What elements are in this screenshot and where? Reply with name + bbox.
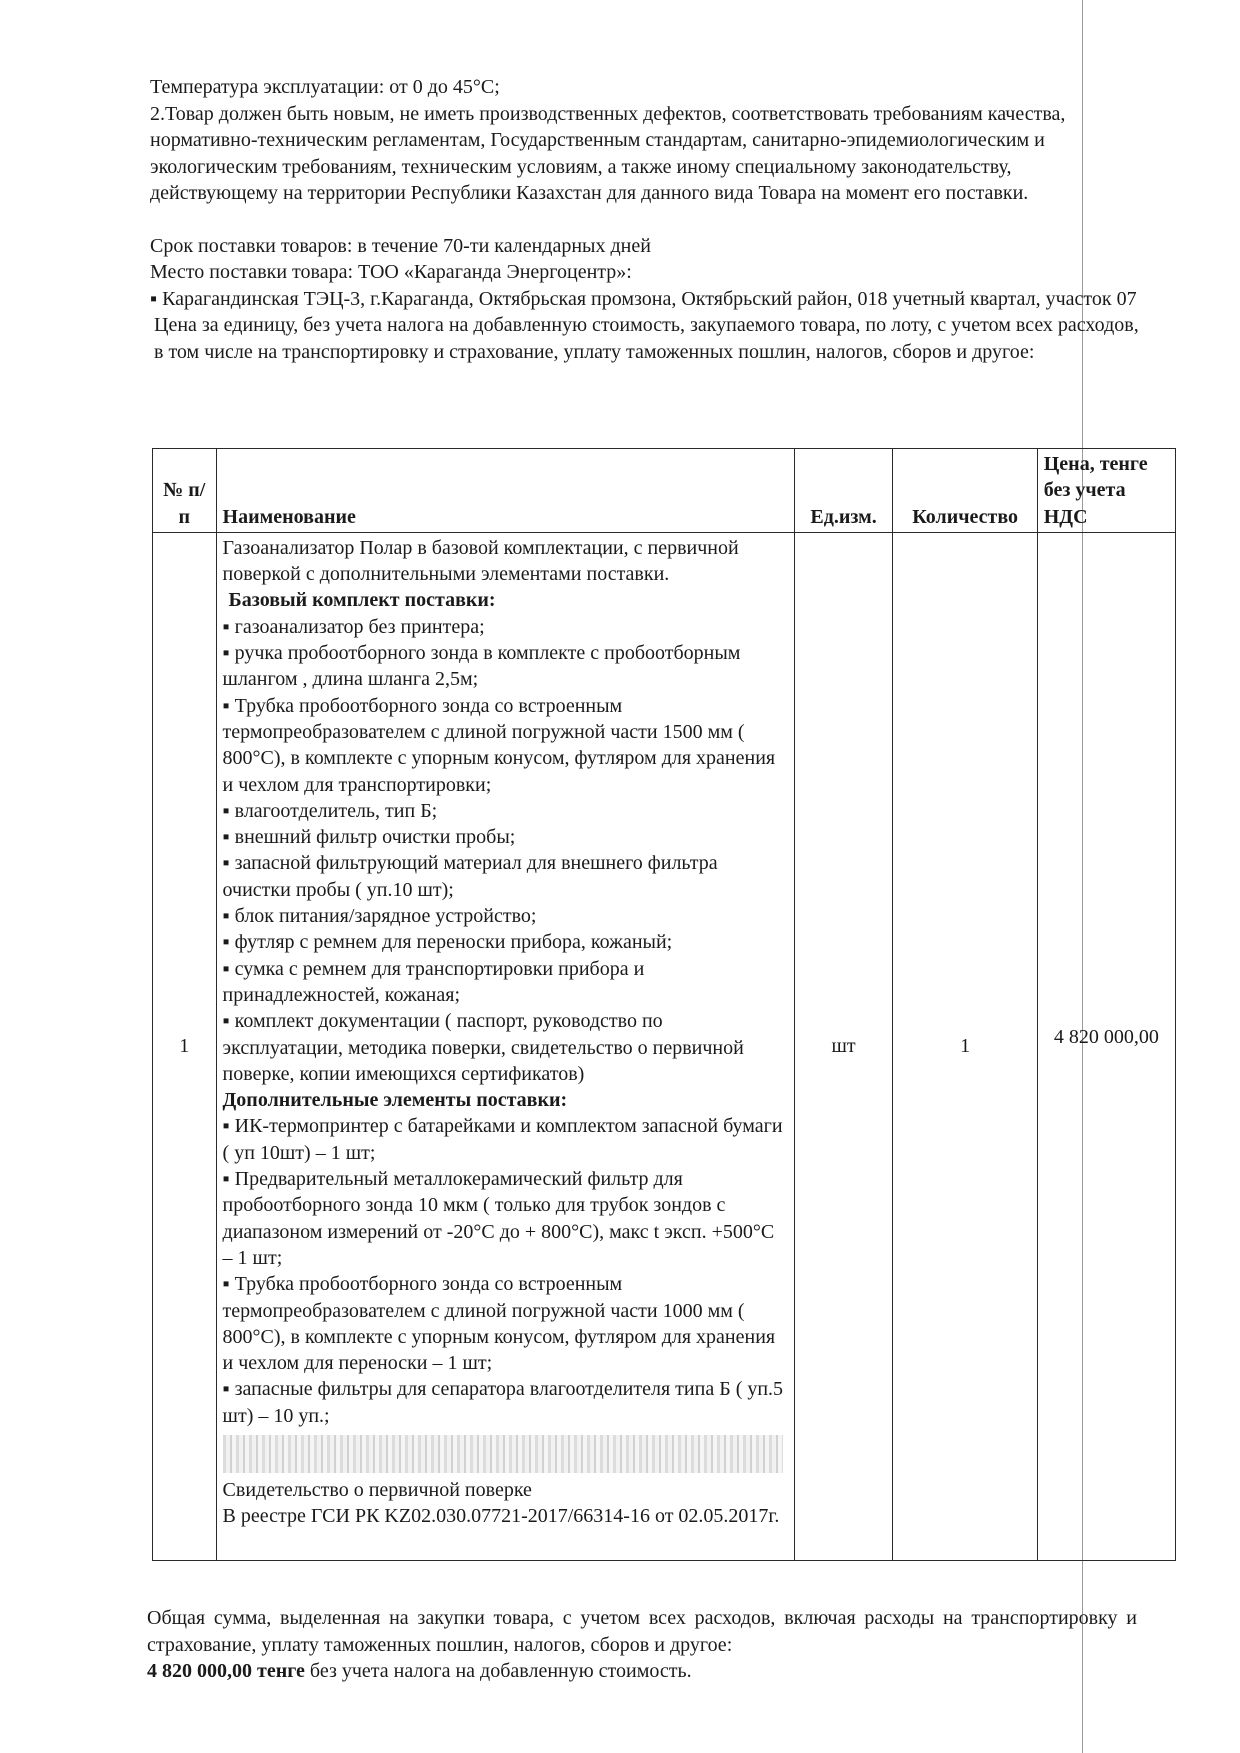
list-item: ▪ сумка с ремнем для транспортировки прибора и принадлежностей, кожаная; bbox=[222, 957, 645, 1006]
total-section bbox=[147, 1605, 1137, 1685]
list-item: ▪ Трубка пробоотборного зонда со встроенным термопреобразователем с длиной погружной части 1000 мм ( 800°С), в комплекте с упорным конусом, футляром для хранения и чехлом для переноски – 1 шт; bbox=[222, 1273, 776, 1375]
header-qty: Количество bbox=[893, 449, 1037, 533]
row-qty: 1 bbox=[893, 532, 1037, 1560]
list-item: ▪ внешний фильтр очистки пробы; bbox=[222, 826, 516, 849]
list-item: ▪ влагоотделитель, тип Б; bbox=[222, 799, 438, 822]
specification-table bbox=[152, 448, 1176, 1561]
description-intro: Газоанализатор Полар в базовой комплектации, с первичной поверкой с дополнительными элементами поставки. bbox=[222, 536, 739, 586]
list-item: ▪ запасные фильтры для сепаратора влагоотделителя типа Б ( уп.5 шт) – 10 уп.; bbox=[222, 1378, 784, 1427]
list-item: ▪ Трубка пробоотборного зонда со встроенным термопреобразователем с длиной погружной части 1500 мм ( 800°С), в комплекте с упорным конусом, футляром для хранения и чехлом для транспортировки; bbox=[222, 694, 776, 796]
header-price: Цена, тенге без учета НДС bbox=[1037, 449, 1175, 533]
basic-kit-list bbox=[223, 614, 788, 1087]
list-item: ▪ ручка пробоотборного зонда в комплекте с пробоотборным шлангом , длина шланга 2,5м; bbox=[222, 642, 741, 691]
total-paragraph bbox=[147, 1605, 1137, 1685]
price-note: Цена за единицу, без учета налога на добавленную стоимость, закупаемого товара, по лоту, с учетом всех расходов, в том числе на транспортировку и страхование, уплату таможенных пошлин, налогов, сборов и другое: bbox=[154, 314, 1139, 363]
total-text: Общая сумма, выделенная на закупки товара, с учетом всех расходов, включая расходы на транспортировку и страхование, уплату таможенных пошлин, налогов, сборов и другое: bbox=[147, 1607, 1137, 1656]
header-unit: Ед.изм. bbox=[794, 449, 893, 533]
list-item: ▪ комплект документации ( паспорт, руководство по эксплуатации, методика поверки, свидетельство о первичной поверке, копии имеющихся сертификатов) bbox=[222, 1010, 744, 1085]
list-item: ▪ футляр с ремнем для переноски прибора, кожаный; bbox=[222, 931, 673, 954]
table-header-row bbox=[153, 449, 1176, 533]
list-item: ▪ запасной фильтрующий материал для внешнего фильтра очистки пробы ( уп.10 шт); bbox=[222, 852, 718, 901]
certificate-line: Свидетельство о первичной поверке bbox=[222, 1478, 532, 1501]
intro-section bbox=[150, 74, 1140, 365]
extra-kit-list bbox=[223, 1113, 788, 1429]
temperature-line: Температура эксплуатации: от 0 до 45°С; bbox=[150, 76, 500, 98]
row-price: 4 820 000,00 bbox=[1037, 532, 1175, 1560]
registry-line: В реестре ГСИ РК KZ02.030.07721-2017/66314-16 от 02.05.2017г. bbox=[222, 1505, 780, 1528]
list-item: ▪ Предварительный металлокерамический фильтр для пробоотборного зонда 10 мкм ( только для трубок зондов с диапазоном измерений от -20°С до + 800°С), макс t эксп. +500°С – 1 шт; bbox=[222, 1168, 775, 1269]
requirement-paragraph: 2.Товар должен быть новым, не иметь производственных дефектов, соответствовать требованиям качества, нормативно-техническим регламентам, Государственным стандартам, санитарно-эпидемиологическим и экологическим требованиям, техническим условиям, а также иному специальному законодательству, действующему на территории Республики Казахстан для данного вида Товара на момент его поставки. bbox=[150, 102, 1066, 204]
delivery-address: ▪ Карагандинская ТЭЦ-3, г.Караганда, Октябрьская промзона, Октябрьский район, 018 учетный квартал, участок 07 bbox=[150, 287, 1137, 310]
header-name: Наименование bbox=[216, 449, 794, 533]
extra-kit-title: Дополнительные элементы поставки: bbox=[222, 1089, 568, 1112]
list-item: ▪ блок питания/зарядное устройство; bbox=[222, 905, 537, 928]
basic-kit-title: Базовый комплект поставки: bbox=[228, 589, 496, 612]
row-description bbox=[216, 532, 794, 1560]
total-amount: 4 820 000,00 тенге bbox=[147, 1660, 305, 1682]
list-item: ▪ газоанализатор без принтера; bbox=[222, 615, 485, 638]
table-row bbox=[153, 532, 1176, 1560]
delivery-term: Срок поставки товаров: в течение 70-ти календарных дней bbox=[150, 234, 651, 257]
list-item: ▪ ИК-термопринтер с батарейками и комплектом запасной бумаги ( уп 10шт) – 1 шт; bbox=[222, 1115, 783, 1164]
delivery-place: Место поставки товара: ТОО «Караганда Энергоцентр»: bbox=[150, 261, 632, 283]
redacted-area bbox=[223, 1435, 783, 1473]
row-num: 1 bbox=[153, 532, 217, 1560]
row-unit: шт bbox=[794, 532, 893, 1560]
total-suffix: без учета налога на добавленную стоимость. bbox=[304, 1660, 692, 1682]
header-num: № п/п bbox=[153, 449, 217, 533]
